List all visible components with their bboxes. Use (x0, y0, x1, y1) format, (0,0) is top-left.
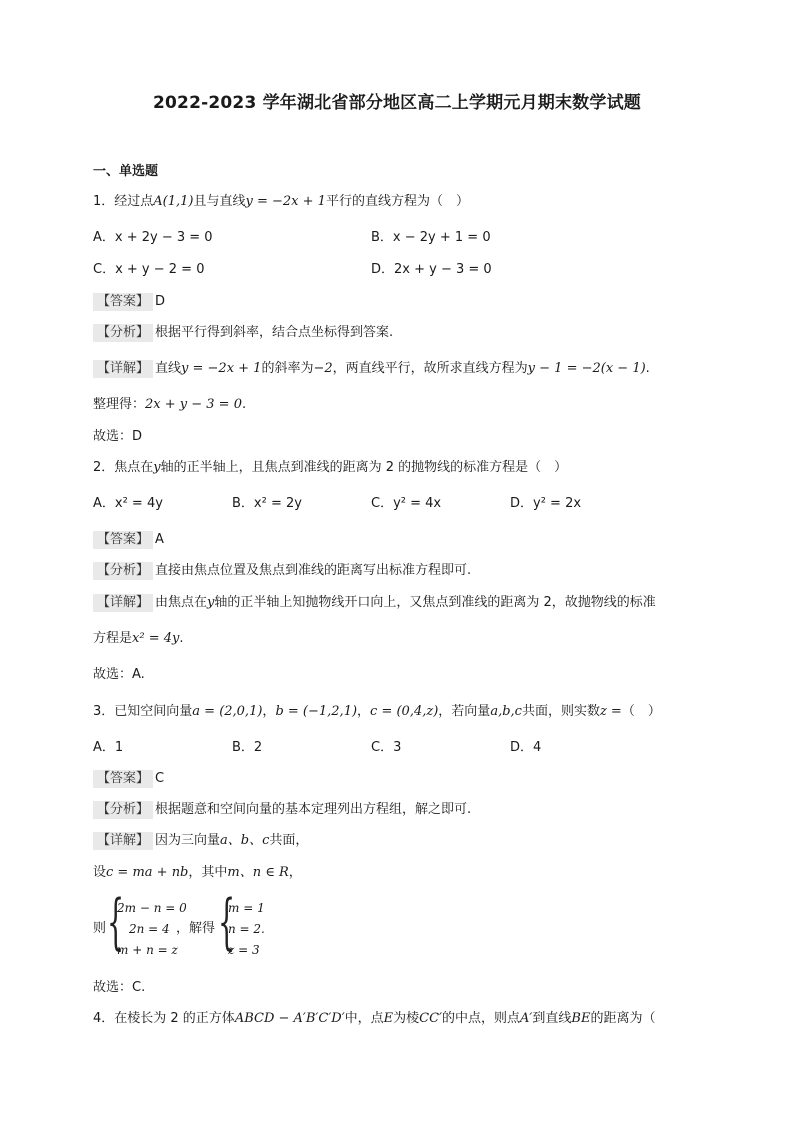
q3-analysis: 【分析】 根据题意和空间向量的基本定理列出方程组，解之即可. (93, 801, 471, 819)
q2-stem: 2．焦点在y轴的正半轴上，且焦点到准线的距离为 2 的抛物线的标准方程是（ ） (93, 460, 568, 475)
page-title: 2022-2023 学年湖北省部分地区高二上学期元月期末数学试题 (152, 93, 641, 113)
q1-option-c: C．x + y − 2 = 0 (93, 262, 205, 277)
analysis-tag: 【分析】 (93, 324, 153, 342)
section-heading: 一、单选题 (93, 164, 159, 179)
q3-answer: 【答案】 C (93, 770, 164, 788)
q3-option-b: B．2 (232, 740, 263, 755)
detail-tag: 【详解】 (93, 594, 153, 612)
q2-option-b: B．x² = 2y (232, 496, 302, 511)
q1-option-d: D．2x + y − 3 = 0 (371, 262, 492, 277)
left-brace-2: { (218, 887, 236, 957)
q1-simplify: 整理得：2x + y − 3 = 0. (93, 397, 247, 412)
q1-option-a: A．x + 2y − 3 = 0 (93, 230, 213, 245)
q3-let: 设c = ma + nb，其中m、n ∈ R， (93, 865, 302, 880)
answer-tag: 【答案】 (93, 531, 153, 549)
q3-solution-system: m = 1 n = 2. z = 3 (228, 901, 265, 957)
q3-equation-system: 2m − n = 0 2n = 4 m + n = z (117, 901, 187, 957)
q3-choose: 故选：C. (93, 980, 146, 995)
detail-tag: 【详解】 (93, 360, 153, 378)
q1-answer: 【答案】 D (93, 293, 165, 311)
analysis-tag: 【分析】 (93, 801, 153, 819)
q1-choose: 故选：D (93, 429, 143, 444)
q2-option-d: D．y² = 2x (510, 496, 582, 511)
q3-stem: 3．已知空间向量a = (2,0,1)，b = (−1,2,1)，c = (0,4,z)，若向量a,b,c共面，则实数z =（ ） (93, 704, 661, 719)
q1-analysis: 【分析】 根据平行得到斜率，结合点坐标得到答案. (93, 324, 393, 342)
q2-option-a: A．x² = 4y (93, 496, 163, 511)
q3-detail: 【详解】 因为三向量a、b、c共面， (93, 832, 308, 850)
q2-option-c: C．y² = 4x (371, 496, 442, 511)
detail-tag: 【详解】 (93, 832, 153, 850)
analysis-tag: 【分析】 (93, 562, 153, 580)
q4-stem: 4．在棱长为 2 的正方体ABCD − A′B′C′D′中，点E为棱CC′的中点，则点A′到直线BE的距离为（ (93, 1011, 656, 1026)
q1-stem: 1．经过点A(1,1)且与直线y = −2x + 1平行的直线方程为（ ） (93, 194, 469, 209)
q1-option-b: B．x − 2y + 1 = 0 (371, 230, 491, 245)
q3-then-label: 则 (93, 921, 107, 936)
left-brace-1: { (107, 887, 125, 957)
q2-answer: 【答案】 A (93, 531, 164, 549)
q3-option-d: D．4 (510, 740, 542, 755)
answer-tag: 【答案】 (93, 293, 153, 311)
q2-analysis: 【分析】 直接由焦点位置及焦点到准线的距离写出标准方程即可. (93, 562, 471, 580)
q1-detail: 【详解】 直线y = −2x + 1的斜率为−2，两直线平行，故所求直线方程为y − 1 = −2(x − 1). (93, 360, 650, 378)
q2-detail: 【详解】 由焦点在y轴的正半轴上知抛物线开口向上，又焦点到准线的距离为 2，故抛物线的标准 (93, 594, 656, 612)
q3-solve-label: ，解得 (176, 921, 216, 936)
answer-tag: 【答案】 (93, 770, 153, 788)
q3-option-a: A．1 (93, 740, 124, 755)
q3-option-c: C．3 (371, 740, 402, 755)
q2-choose: 故选：A. (93, 667, 145, 682)
q2-detail-line2: 方程是x² = 4y. (93, 631, 184, 646)
